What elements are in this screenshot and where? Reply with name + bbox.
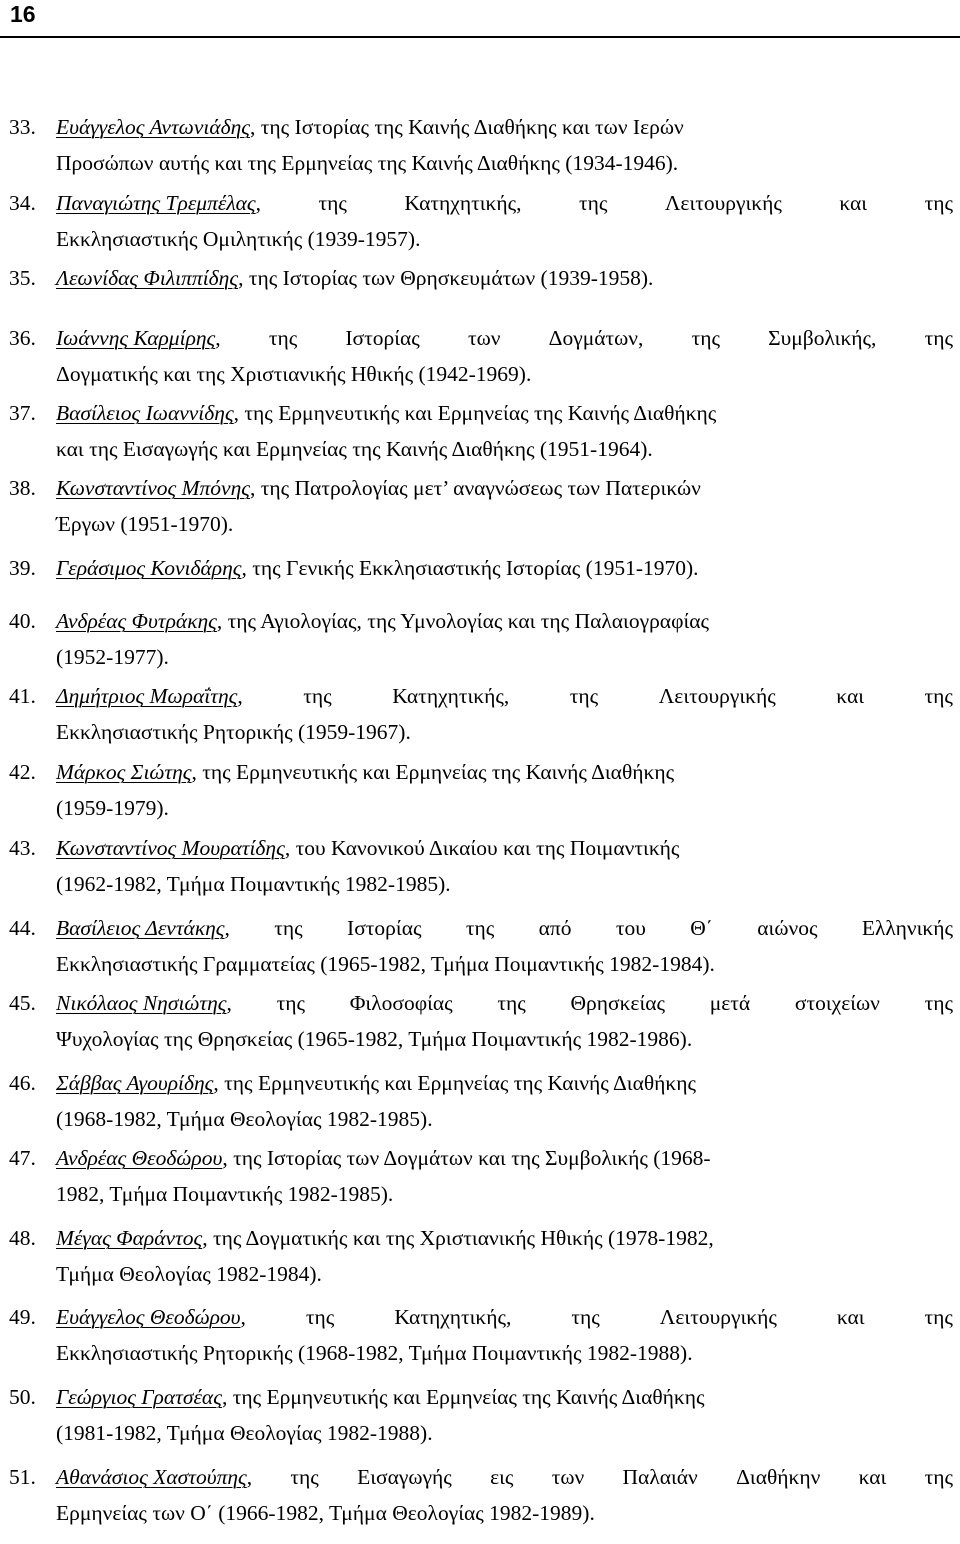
entry-first-line	[56, 1143, 711, 1173]
professor-name: Δημήτριος Μωραΐτης	[56, 684, 238, 708]
entry-word: της	[276, 991, 305, 1015]
entry-word: της	[497, 991, 526, 1015]
name-with-comma: Παναγιώτης Τρεμπέλας,	[56, 191, 262, 215]
entry-second-line: και της Εισαγωγής και Ερμηνείας της Καινής Διαθήκης (1951-1964).	[56, 437, 653, 461]
entry-second-line: Εκκλησιαστικής Ρητορικής (1959-1967).	[56, 720, 411, 744]
entry-word: και	[839, 191, 868, 215]
entry-word: και	[836, 684, 864, 708]
entry-second-line: (1959-1979).	[56, 796, 169, 820]
entry-rest: , της Δογματικής και της Χριστιανικής Ηθικής (1978-1982,	[202, 1226, 714, 1250]
name-with-comma: Νικόλαος Νησιώτης,	[56, 991, 232, 1015]
entry-number: 40.	[9, 609, 36, 633]
entry-second-line: Δογματικής και της Χριστιανικής Ηθικής (1942-1969).	[56, 362, 532, 386]
entry-word: στοιχείων	[794, 991, 880, 1015]
entry-first-line	[56, 606, 709, 636]
professor-name: Βασίλειος Δεντάκης	[56, 916, 225, 940]
entry-second-line: (1952-1977).	[56, 645, 169, 669]
entry-word: και	[858, 1465, 887, 1489]
entry-number: 35.	[9, 266, 36, 290]
entry-word: Ελληνικής	[861, 916, 953, 940]
entry-rest: , της Ιστορίας των Δογμάτων και της Συμβολικής (1968-	[222, 1146, 711, 1170]
entry-first-line	[56, 681, 953, 711]
entry-number: 33.	[9, 115, 36, 139]
entry-second-line: Εκκλησιαστικής Γραμματείας (1965-1982, Τμήμα Ποιμαντικής 1982-1984).	[56, 952, 715, 976]
entry-number: 39.	[9, 556, 36, 580]
entry-first-line	[56, 757, 674, 787]
professor-name: Νικόλαος Νησιώτης	[56, 991, 227, 1015]
entry-first-line	[56, 988, 953, 1018]
entry-number: 43.	[9, 836, 36, 860]
entry-word: Ιστορίας	[347, 916, 422, 940]
entry-first-line	[56, 1223, 714, 1253]
entry-word: της	[578, 191, 608, 215]
entry-number: 51.	[9, 1465, 36, 1489]
professor-name: Ευάγγελος Αντωνιάδης	[56, 115, 251, 139]
entry-rest: , της Ιστορίας των Θρησκευμάτων (1939-1958).	[238, 266, 654, 290]
entry-rest: , της Πατρολογίας μετ’ αναγνώσεως των Πατερικών	[250, 476, 701, 500]
professor-name: Κωνσταντίνος Μπόνης	[56, 476, 250, 500]
entry-word: της	[924, 191, 953, 215]
professor-name: Βασίλειος Ιωαννίδης	[56, 401, 234, 425]
entry-number: 45.	[9, 991, 36, 1015]
entry-word: μετά	[709, 991, 751, 1015]
professor-name: Λεωνίδας Φιλιππίδης	[56, 266, 239, 290]
entry-first-line	[56, 323, 953, 353]
entry-word: αιώνος	[757, 916, 818, 940]
entry-number: 42.	[9, 760, 36, 784]
professor-name: Σάββας Αγουρίδης	[56, 1071, 214, 1095]
professor-name: Κωνσταντίνος Μουρατίδης	[56, 836, 285, 860]
entry-word: της	[274, 916, 303, 940]
name-with-comma: Ευάγγελος Θεοδώρου,	[56, 1305, 246, 1329]
entry-word: Διαθήκην	[736, 1465, 821, 1489]
professor-name: Παναγιώτης Τρεμπέλας	[56, 191, 256, 215]
professor-name: Αθανάσιος Χαστούπης	[56, 1465, 247, 1489]
entry-word: Λειτουργικής	[664, 191, 782, 215]
name-with-comma: Δημήτριος Μωραΐτης,	[56, 684, 243, 708]
page-number: 16	[10, 1, 36, 27]
entry-second-line: Τμήμα Θεολογίας 1982-1984).	[56, 1262, 322, 1286]
entry-number: 50.	[9, 1385, 36, 1409]
entry-rest: , της Ερμηνευτικής και Ερμηνείας της Καινής Διαθήκης	[233, 401, 717, 425]
entry-number: 48.	[9, 1226, 36, 1250]
professor-name: Ανδρέας Θεοδώρου	[56, 1146, 223, 1170]
professor-name: Γεώργιος Γρατσέας	[56, 1385, 222, 1409]
entry-word: Εισαγωγής	[357, 1465, 452, 1489]
name-with-comma: Ιωάννης Καρμίρης,	[56, 326, 221, 350]
entry-word: της	[924, 1465, 953, 1489]
entry-first-line	[56, 1302, 953, 1332]
professor-name: Μέγας Φαράντος	[56, 1226, 203, 1250]
entry-number: 41.	[9, 684, 36, 708]
entry-word: Δογμάτων,	[548, 326, 644, 350]
entry-number: 34.	[9, 191, 36, 215]
entry-word: Συμβολικής,	[768, 326, 877, 350]
entry-word: Λειτουργικής	[659, 1305, 777, 1329]
entry-rest: , της Γενικής Εκκλησιαστικής Ιστορίας (1951-1970).	[241, 556, 699, 580]
entry-first-line	[56, 833, 679, 863]
entry-rest: , της Ερμηνευτικής και Ερμηνείας της Καινής Διαθήκης	[191, 760, 675, 784]
entry-second-line: (1981-1982, Τμήμα Θεολογίας 1982-1988).	[56, 1421, 433, 1445]
entry-second-line: 1982, Τμήμα Ποιμαντικής 1982-1985).	[56, 1182, 394, 1206]
entry-word: της	[569, 684, 599, 708]
entry-number: 47.	[9, 1146, 36, 1170]
entry-word: της	[290, 1465, 319, 1489]
entry-word: από	[538, 916, 572, 940]
entry-second-line: Έργων (1951-1970).	[56, 512, 234, 536]
professor-name: Ευάγγελος Θεοδώρου	[56, 1305, 241, 1329]
entry-word: του	[615, 916, 646, 940]
entry-word: Θρησκείας	[570, 991, 666, 1015]
entry-word: Λειτουργικής	[658, 684, 776, 708]
entry-number: 38.	[9, 476, 36, 500]
name-with-comma: Βασίλειος Δεντάκης,	[56, 916, 230, 940]
entry-second-line: (1962-1982, Τμήμα Ποιμαντικής 1982-1985).	[56, 872, 451, 896]
professor-name: Γεράσιμος Κονιδάρης	[56, 556, 242, 580]
entry-word: της	[691, 326, 720, 350]
name-with-comma: Αθανάσιος Χαστούπης,	[56, 1465, 253, 1489]
entry-first-line	[56, 1068, 696, 1098]
entry-word: της	[924, 326, 953, 350]
entry-word: της	[924, 991, 953, 1015]
entry-word: εις	[490, 1465, 514, 1489]
entry-word: των	[467, 326, 501, 350]
entry-second-line: Ψυχολογίας της Θρησκείας (1965-1982, Τμήμα Ποιμαντικής 1982-1986).	[56, 1027, 693, 1051]
entry-word: της	[571, 1305, 600, 1329]
entry-first-line	[56, 1382, 705, 1412]
entry-first-line	[56, 188, 953, 218]
entry-first-line	[56, 913, 953, 943]
entry-number: 44.	[9, 916, 36, 940]
entry-word: της	[303, 684, 332, 708]
entry-word: Κατηχητικής,	[404, 191, 522, 215]
entry-number: 46.	[9, 1071, 36, 1095]
entry-first-line	[56, 263, 653, 293]
entry-second-line: Προσώπων αυτής και της Ερμηνείας της Καινής Διαθήκης (1934-1946).	[56, 151, 679, 175]
entry-number: 49.	[9, 1305, 36, 1329]
entry-word: Κατηχητικής,	[392, 684, 510, 708]
entry-word: της	[268, 326, 298, 350]
entry-rest: , του Κανονικού Δικαίου και της Ποιμαντικής	[284, 836, 680, 860]
entry-word: της	[924, 1305, 953, 1329]
entry-word: της	[465, 916, 495, 940]
entry-second-line: Εκκλησιαστικής Ομιλητικής (1939-1957).	[56, 227, 421, 251]
entry-word: Ιστορίας	[345, 326, 420, 350]
entry-first-line	[56, 1462, 953, 1492]
professor-name: Μάρκος Σιώτης	[56, 760, 192, 784]
entry-rest: , της Ιστορίας της Καινής Διαθήκης και των Ιερών	[250, 115, 684, 139]
entry-first-line	[56, 398, 716, 428]
entry-first-line	[56, 553, 699, 583]
professor-name: Ανδρέας Φυτράκης	[56, 609, 217, 633]
entry-word: της	[318, 191, 347, 215]
entry-rest: , της Αγιολογίας, της Υμνολογίας και της Παλαιογραφίας	[216, 609, 710, 633]
entry-word: Κατηχητικής,	[394, 1305, 512, 1329]
entry-rest: , της Ερμηνευτικής και Ερμηνείας της Καινής Διαθήκης	[221, 1385, 705, 1409]
entry-rest: , της Ερμηνευτικής και Ερμηνείας της Καινής Διαθήκης	[213, 1071, 696, 1095]
entry-word: Παλαιάν	[622, 1465, 698, 1489]
professor-name: Ιωάννης Καρμίρης	[56, 326, 216, 350]
entry-number: 36.	[9, 326, 36, 350]
entry-word: Φιλοσοφίας	[349, 991, 453, 1015]
entry-second-line: Ερμηνείας των Ο΄ (1966-1982, Τμήμα Θεολογίας 1982-1989).	[56, 1501, 595, 1525]
entry-second-line: Εκκλησιαστικής Ρητορικής (1968-1982, Τμήμα Ποιμαντικής 1982-1988).	[56, 1341, 693, 1365]
entry-number: 37.	[9, 401, 36, 425]
entry-word: και	[836, 1305, 865, 1329]
entry-word: της	[924, 684, 953, 708]
entry-word: της	[305, 1305, 335, 1329]
entry-first-line	[56, 112, 684, 142]
entry-word: Θ΄	[690, 916, 713, 940]
entry-word: των	[551, 1465, 585, 1489]
entry-second-line: (1968-1982, Τμήμα Θεολογίας 1982-1985).	[56, 1107, 433, 1131]
entry-first-line	[56, 473, 701, 503]
